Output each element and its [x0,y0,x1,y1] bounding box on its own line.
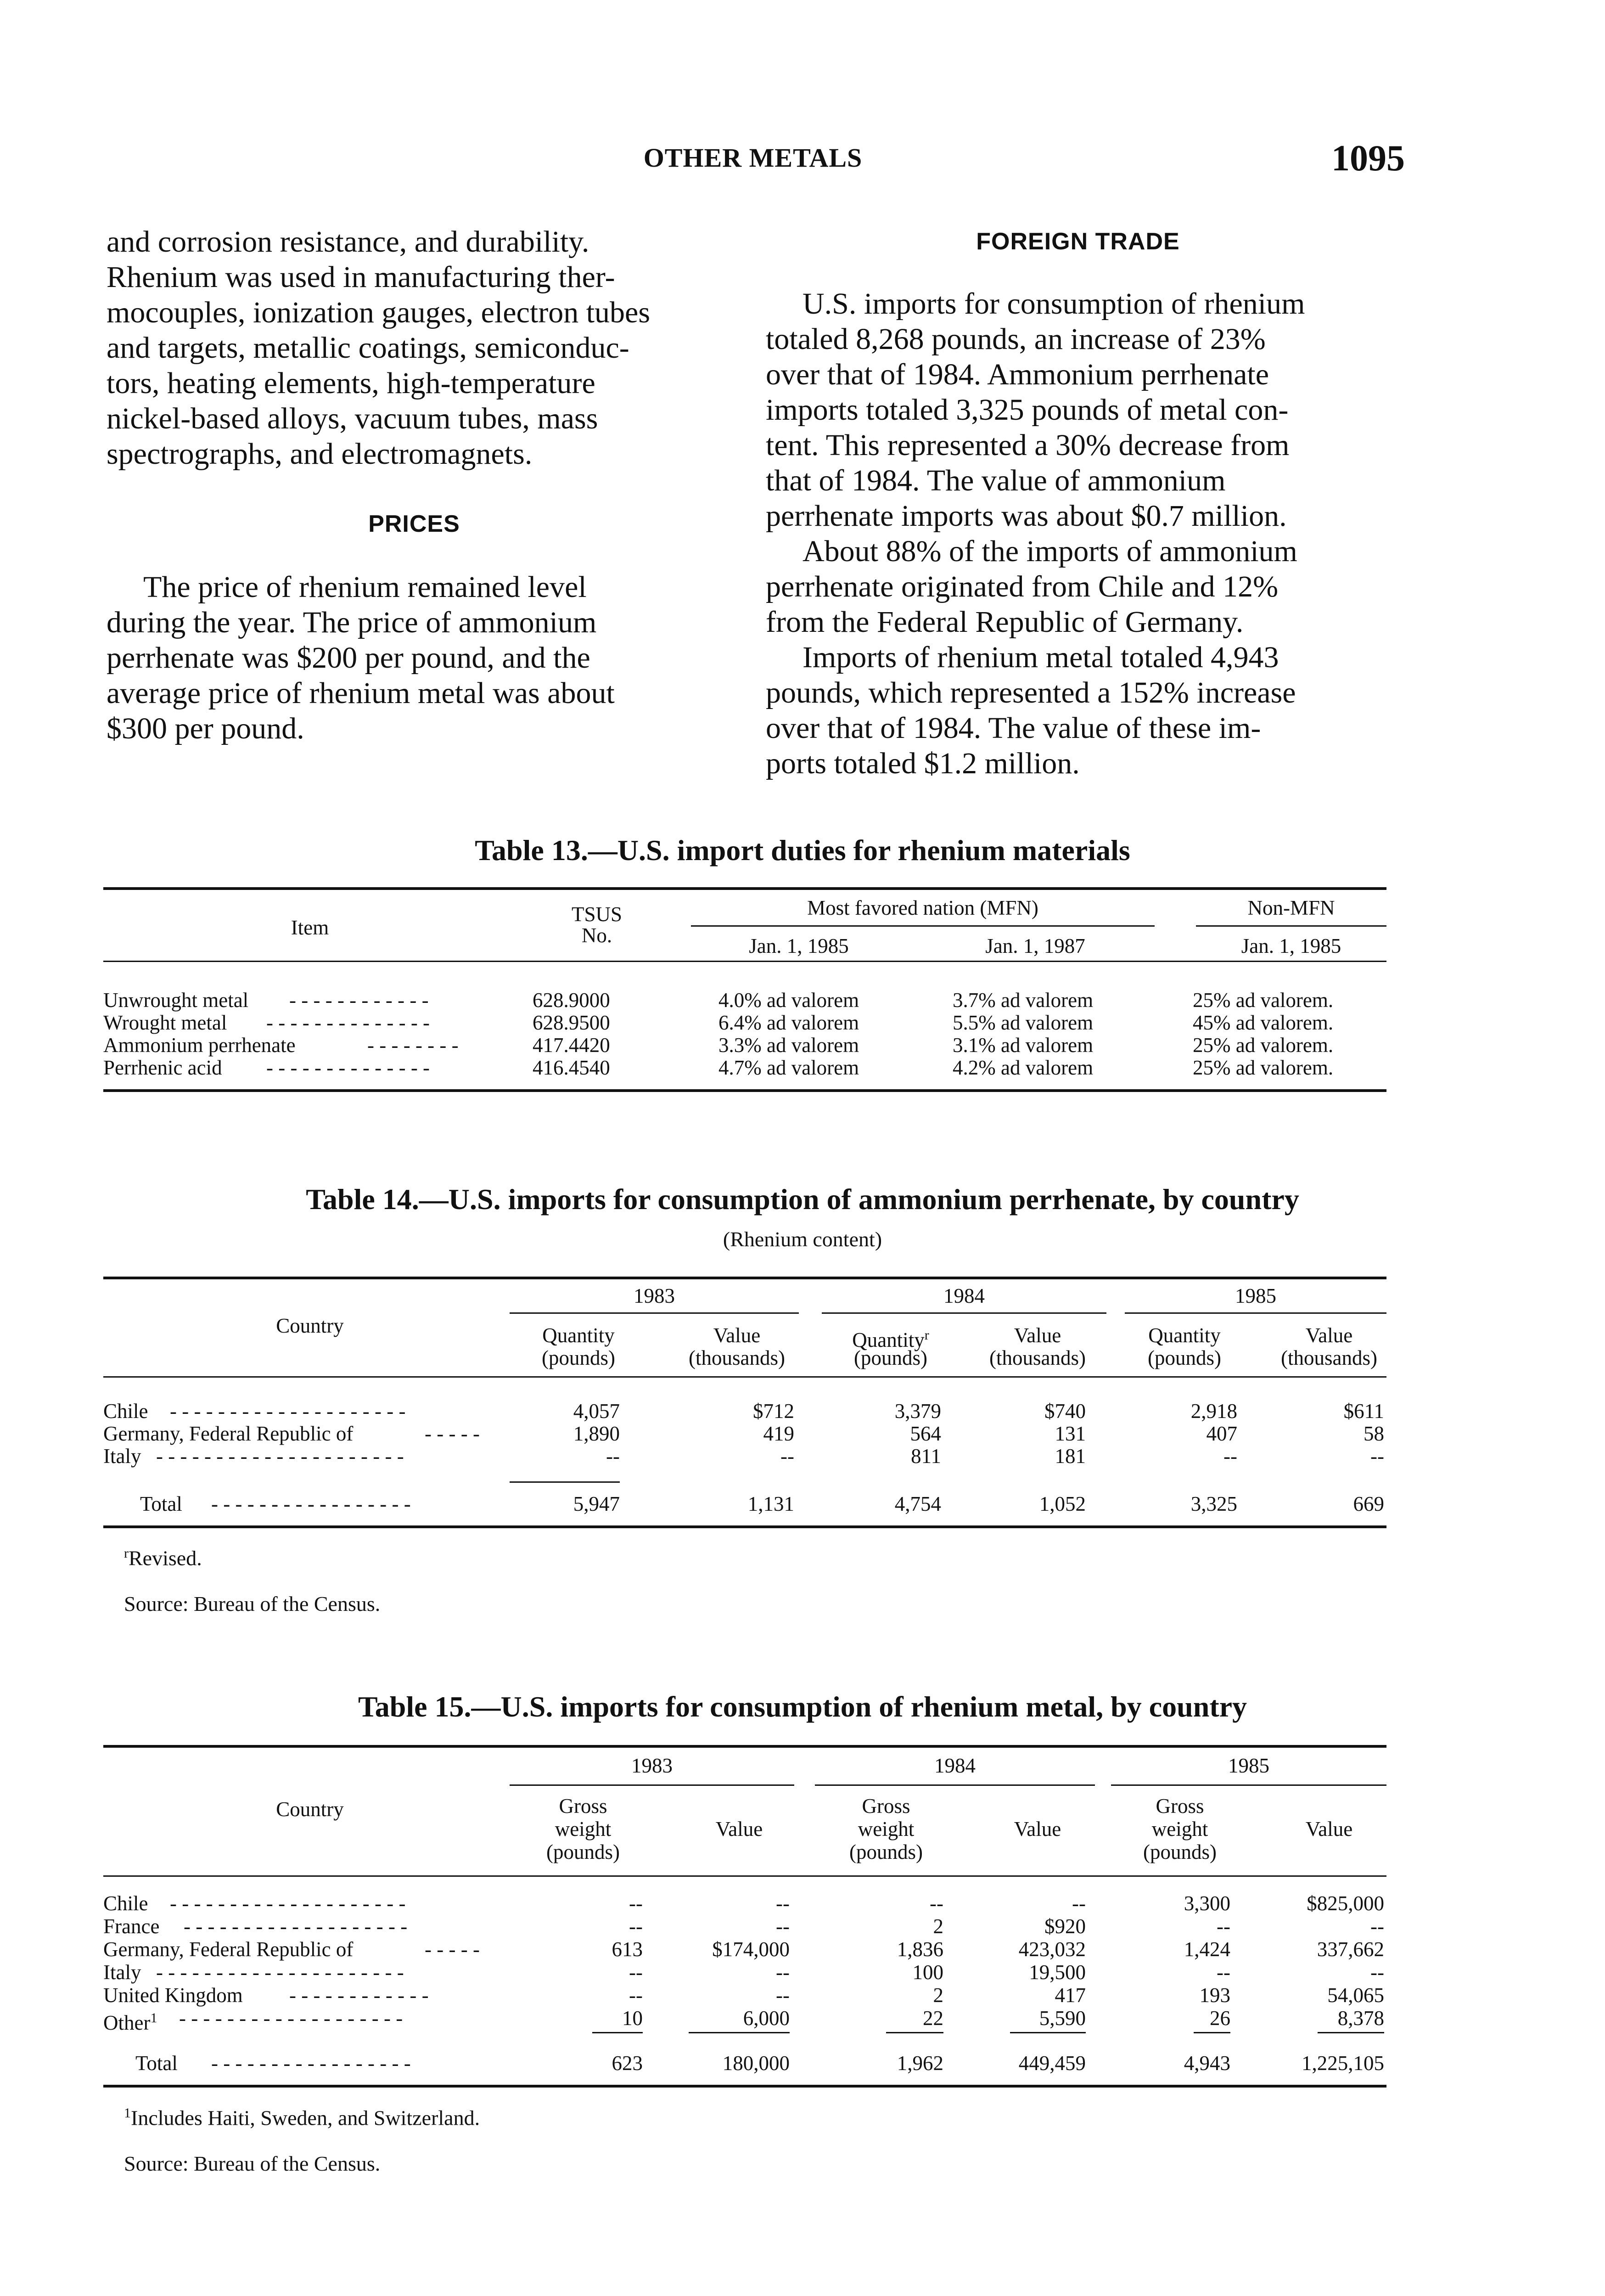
text-line: average price of rhenium metal was about [107,676,615,710]
weight-cell: 1,836 [897,1938,943,1961]
value-cell: $611 [1343,1400,1384,1423]
rule [592,2032,643,2033]
mfn-1985-cell: 4.7% ad valorem [718,1056,859,1079]
col-header-tsus: TSUS [571,903,623,926]
row-label: Italy [103,1445,141,1468]
row-label: Germany, Federal Republic of [103,1938,354,1961]
row-label: Ammonium perrhenate [103,1034,296,1057]
dot-leader: - - - - - - - - - - - - - - - - - - - [184,1915,408,1938]
footnote: $^1$Includes Haiti, Sweden, and Switzerland. [124,2105,480,2130]
value-cell: 423,032 [1018,1938,1086,1961]
text-line: from the Federal Republic of Germany. [766,605,1244,639]
dot-leader: - - - - - - - - - - - - - - - - - - - - - [156,1961,404,1984]
text-line: The price of rhenium remained level [143,570,587,604]
rule [510,1481,620,1483]
value-cell: 1,052 [1039,1492,1086,1515]
text-line: $300 per pound. [107,712,304,745]
col-header-thousands: (thousands) [1281,1346,1377,1369]
dot-leader: - - - - - - - - - - - - - - - - - - - [179,2007,403,2030]
value-cell: -- [1072,1892,1086,1915]
text-line: perrhenate imports was about $0.7 million. [766,499,1287,533]
text-line: over that of 1984. Ammonium perrhenate [766,358,1269,391]
col-header-pounds: (pounds) [849,1840,923,1863]
rule [689,2032,790,2033]
weight-cell: 2 [933,1984,943,2007]
rule [103,1376,1386,1378]
value-cell: 131 [1055,1422,1086,1445]
col-header-value: Value [1014,1818,1061,1840]
text-line: pounds, which represented a 152% increase [766,676,1296,709]
row-label: Germany, Federal Republic of [103,1422,354,1445]
quantity-cell: 564 [910,1422,941,1445]
col-header-quantity-revised: Quantity$^r$ [852,1328,929,1351]
text-line: Imports of rhenium metal totaled 4,943 [802,641,1279,674]
value-cell: -- [1370,1961,1384,1984]
weight-cell: -- [1217,1915,1230,1938]
dot-leader: - - - - - - - - - - - - - - [266,1056,430,1079]
mfn-1987-cell: 5.5% ad valorem [953,1011,1094,1034]
table15-caption: Table 15.—U.S. imports for consumption of rhenium metal, by country [358,1690,1247,1723]
weight-cell: 613 [612,1938,643,1961]
col-header-gross: Gross [559,1795,607,1818]
row-label: Wrought metal [103,1011,227,1034]
text-line: About 88% of the imports of ammonium [802,535,1297,568]
text-line: totaled 8,268 pounds, an increase of 23% [766,322,1266,356]
dot-leader: - - - - - - - - - - - - - - - - - [211,1492,411,1515]
rule [103,1277,1386,1279]
text-line: U.S. imports for consumption of rhenium [802,287,1305,321]
col-header-value: Value [1014,1324,1061,1347]
text-line: nickel-based alloys, vacuum tubes, mass [107,402,598,435]
row-label: Chile [103,1892,148,1915]
dot-leader: - - - - - - - - - - - - - - - - - [211,2052,411,2075]
quantity-cell: 5,947 [573,1492,620,1515]
value-cell: $174,000 [712,1938,790,1961]
value-cell: $712 [753,1400,794,1423]
value-cell: 19,500 [1029,1961,1086,1984]
value-cell: -- [776,1961,790,1984]
row-label: Unwrought metal [103,989,249,1012]
text-line: that of 1984. The value of ammonium [766,464,1226,497]
dot-leader: - - - - - [425,1938,480,1961]
col-header-value: Value [1305,1818,1353,1840]
value-cell: -- [776,1915,790,1938]
year-header-1984: 1984 [943,1284,985,1307]
col-header-country: Country [276,1314,344,1337]
weight-cell: 22 [923,2007,943,2030]
revised-note: $^r$Revised. [124,1546,202,1570]
col-header-gross: Gross [1156,1795,1204,1818]
value-cell: 417 [1055,1984,1086,2007]
weight-cell: -- [1217,1961,1230,1984]
quantity-cell: 4,057 [573,1400,620,1423]
value-cell: 5,590 [1039,2007,1086,2030]
text-line: perrhenate originated from Chile and 12% [766,570,1279,603]
value-cell: -- [1370,1915,1384,1938]
col-header-nonmfn-1985: Jan. 1, 1985 [1241,934,1341,957]
quantity-cell: 4,754 [894,1492,941,1515]
weight-cell: 4,943 [1184,2052,1230,2075]
left-column [107,224,722,746]
weight-cell: -- [930,1892,943,1915]
mfn-1987-cell: 3.7% ad valorem [953,989,1094,1012]
source-note: Source: Bureau of the Census. [124,2152,381,2175]
weight-cell: 623 [612,2052,643,2075]
text-line: imports totaled 3,325 pounds of metal con- [766,393,1289,427]
col-group-nonmfn: Non-MFN [1247,896,1335,919]
col-header-value: Value [1305,1324,1353,1347]
mfn-1987-cell: 3.1% ad valorem [953,1034,1094,1057]
col-header-pounds: (pounds) [546,1840,620,1863]
rule [1194,2032,1230,2033]
rule [103,887,1386,890]
value-cell: -- [776,1984,790,2007]
table14-subcaption: (Rhenium content) [723,1227,882,1251]
col-header-pounds: (pounds) [1148,1346,1221,1369]
quantity-cell: 811 [911,1445,941,1468]
nonmfn-cell: 25% ad valorem. [1193,1034,1334,1057]
value-cell: -- [780,1445,794,1468]
col-header-item: Item [291,916,329,939]
tsus-cell: 416.4540 [533,1056,610,1079]
rule [103,1089,1386,1092]
col-header-quantity: Quantity [1148,1324,1221,1347]
text-line: over that of 1984. The value of these im- [766,711,1261,745]
dot-leader: - - - - - - - - [367,1034,459,1057]
year-header-1985: 1985 [1235,1284,1276,1307]
text-line: during the year. The price of ammonium [107,606,597,639]
quantity-cell: -- [606,1445,620,1468]
quantity-cell: 3,379 [894,1400,941,1423]
mfn-1985-cell: 6.4% ad valorem [718,1011,859,1034]
rule [815,1784,1095,1786]
foreign-trade-heading: FOREIGN TRADE [976,228,1180,255]
rule [103,961,1386,962]
nonmfn-cell: 45% ad valorem. [1193,1011,1334,1034]
weight-cell: 1,424 [1184,1938,1230,1961]
value-cell: 181 [1055,1445,1086,1468]
col-header-weight: weight [858,1818,915,1840]
year-header-1983: 1983 [634,1284,675,1307]
col-header-pounds: (pounds) [1143,1840,1217,1863]
col-header-no: No. [581,924,612,947]
text-line: perrhenate was $200 per pound, and the [107,641,590,675]
row-label: United Kingdom [103,1984,243,2007]
total-label: Total [140,1492,182,1515]
year-header-1984: 1984 [934,1754,976,1777]
weight-cell: 2 [933,1915,943,1938]
row-label: France [103,1915,160,1938]
value-cell: 180,000 [722,2052,790,2075]
text-line: and targets, metallic coatings, semiconduc- [107,331,629,365]
col-header-value: Value [713,1324,761,1347]
value-cell: 1,225,105 [1302,2052,1384,2075]
text-line: mocouples, ionization gauges, electron tubes [107,296,651,329]
row-label: Italy [103,1961,141,1984]
rule [1010,2032,1086,2033]
tsus-cell: 417.4420 [533,1034,610,1057]
text-line: spectrographs, and electromagnets. [107,437,533,471]
value-cell: -- [776,1892,790,1915]
quantity-cell: 2,918 [1190,1400,1237,1423]
rule [103,2085,1386,2088]
dot-leader: - - - - - [425,1422,480,1445]
rule [103,1525,1386,1528]
dot-leader: - - - - - - - - - - - - - - [266,1011,430,1034]
dot-leader: - - - - - - - - - - - - - - - - - - - - [170,1892,406,1915]
table13-caption: Table 13.—U.S. import duties for rhenium materials [475,834,1130,867]
col-header-pounds: (pounds) [854,1346,927,1369]
nonmfn-cell: 25% ad valorem. [1193,989,1334,1012]
quantity-cell: 3,325 [1190,1492,1237,1515]
mfn-1987-cell: 4.2% ad valorem [953,1056,1094,1079]
total-label: Total [135,2052,178,2075]
value-cell: 1,131 [747,1492,794,1515]
text-line: tors, heating elements, high-temperature [107,366,595,400]
weight-cell: 10 [622,2007,643,2030]
rule [103,1745,1386,1748]
right-column [766,224,1390,781]
prices-heading: PRICES [368,511,460,537]
text-line: ports totaled $1.2 million. [766,747,1080,780]
value-cell: 669 [1353,1492,1384,1515]
rule [1125,1312,1386,1314]
weight-cell: 193 [1199,1984,1230,2007]
value-cell: $740 [1044,1400,1086,1423]
dot-leader: - - - - - - - - - - - - [289,989,429,1012]
col-header-thousands: (thousands) [989,1346,1086,1369]
tsus-cell: 628.9000 [533,989,610,1012]
dot-leader: - - - - - - - - - - - - - - - - - - - - [170,1400,406,1423]
row-label: Perrhenic acid [103,1056,222,1079]
nonmfn-cell: 25% ad valorem. [1193,1056,1334,1079]
table14-caption: Table 14.—U.S. imports for consumption of ammonium perrhenate, by country [306,1183,1299,1216]
weight-cell: 26 [1210,2007,1230,2030]
col-header-gross: Gross [862,1795,910,1818]
rule [691,925,1155,927]
col-header-weight: weight [555,1818,612,1840]
year-header-1983: 1983 [631,1754,673,1777]
rule [510,1312,799,1314]
weight-cell: 1,962 [897,2052,943,2075]
tsus-cell: 628.9500 [533,1011,610,1034]
page-number: 1095 [1331,138,1405,179]
row-label: Chile [103,1400,148,1423]
rule [822,1312,1106,1314]
rule [1196,925,1386,927]
mfn-1985-cell: 3.3% ad valorem [718,1034,859,1057]
text-line: tent. This represented a 30% decrease from [766,428,1290,462]
rule [886,2032,943,2033]
row-label: Other$^1$ [103,2010,157,2034]
col-header-mfn-1987: Jan. 1, 1987 [985,934,1085,957]
source-note: Source: Bureau of the Census. [124,1592,381,1615]
page-header [101,138,1405,193]
value-cell: 419 [763,1422,794,1445]
value-cell: 449,459 [1018,2052,1086,2075]
text-line: Rhenium was used in manufacturing ther- [107,260,615,294]
col-header-thousands: (thousands) [689,1346,785,1369]
rule [510,1784,794,1786]
value-cell: -- [1370,1445,1384,1468]
value-cell: 337,662 [1317,1938,1384,1961]
col-header-country: Country [276,1798,344,1821]
col-header-quantity: Quantity [542,1324,615,1347]
rule [1318,2032,1384,2033]
weight-cell: 3,300 [1184,1892,1230,1915]
col-header-value: Value [715,1818,763,1840]
rule [103,1875,1386,1877]
rule [1111,1784,1386,1786]
quantity-cell: 1,890 [573,1422,620,1445]
col-group-mfn: Most favored nation (MFN) [807,896,1038,919]
value-cell: 8,378 [1337,2007,1384,2030]
value-cell: 6,000 [743,2007,790,2030]
value-cell: $825,000 [1307,1892,1384,1915]
value-cell: $920 [1044,1915,1086,1938]
weight-cell: 100 [912,1961,943,1984]
year-header-1985: 1985 [1228,1754,1269,1777]
weight-cell: -- [629,1892,643,1915]
weight-cell: -- [629,1915,643,1938]
value-cell: 54,065 [1327,1984,1384,2007]
dot-leader: - - - - - - - - - - - - - - - - - - - - - [156,1445,404,1468]
quantity-cell: -- [1223,1445,1237,1468]
section-title: OTHER METALS [643,143,863,173]
value-cell: 58 [1364,1422,1384,1445]
quantity-cell: 407 [1206,1422,1237,1445]
col-header-weight: weight [1151,1818,1208,1840]
col-header-mfn-1985: Jan. 1, 1985 [749,934,849,957]
text-line: and corrosion resistance, and durability. [107,225,589,259]
weight-cell: -- [629,1961,643,1984]
mfn-1985-cell: 4.0% ad valorem [718,989,859,1012]
col-header-pounds: (pounds) [542,1346,615,1369]
weight-cell: -- [629,1984,643,2007]
dot-leader: - - - - - - - - - - - - [289,1984,429,2007]
